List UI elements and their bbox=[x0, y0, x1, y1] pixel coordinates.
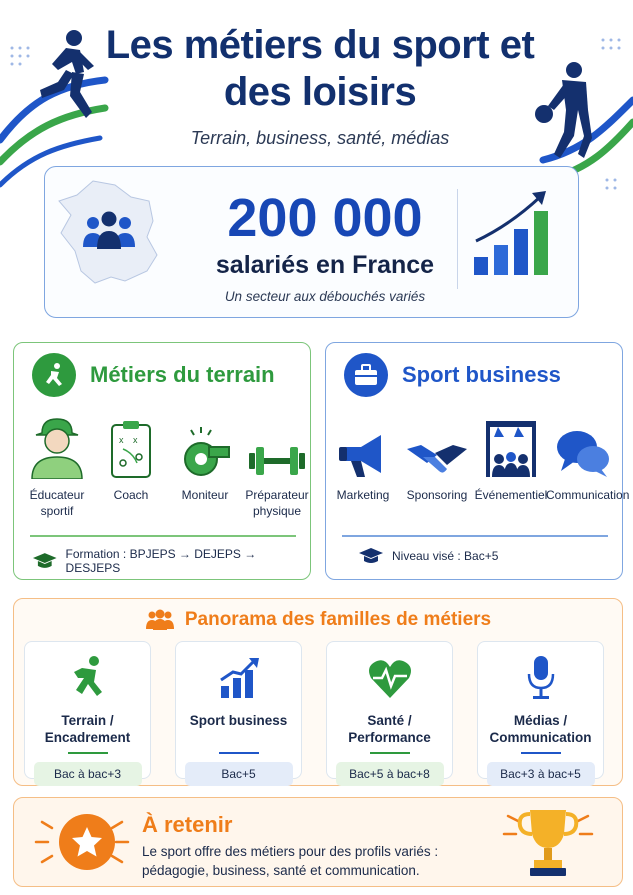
terrain-item-coach bbox=[94, 413, 168, 503]
business-title: Sport business bbox=[402, 362, 561, 387]
retenir-text: Le sport offre des métiers pour des profils variés : pédagogie, business, santé et communication. bbox=[142, 844, 439, 878]
panorama-header bbox=[14, 609, 622, 631]
svg-text:x: x bbox=[133, 435, 138, 445]
business-item-label: Marketing bbox=[336, 488, 390, 502]
business-item-sponsoring bbox=[400, 413, 474, 503]
family-level-chip: Bac+5 bbox=[185, 762, 293, 786]
megaphone-icon bbox=[337, 431, 389, 479]
stat-divider bbox=[457, 189, 458, 289]
terrain-footer-text: Formation : BPJEPS → DEJEPS → DESJEPS bbox=[65, 547, 257, 575]
family-card-terrain bbox=[24, 641, 151, 779]
family-level-chip: Bac+5 à bac+8 bbox=[336, 762, 444, 786]
runner-icon bbox=[68, 656, 108, 700]
page-subtitle: Terrain, business, santé, médias bbox=[190, 128, 450, 148]
stat-number: 200 000 bbox=[227, 188, 423, 248]
business-item-label: Sponsoring bbox=[406, 488, 468, 502]
heart-pulse-icon bbox=[367, 658, 413, 700]
runner-silhouette-icon bbox=[28, 28, 98, 133]
family-card-sante bbox=[326, 641, 453, 779]
svg-text:x: x bbox=[119, 435, 124, 445]
business-footer-text: Niveau visé : Bac+5 bbox=[392, 549, 499, 563]
coach-person-icon bbox=[28, 413, 86, 479]
france-map-icon bbox=[53, 175, 165, 290]
business-item-marketing bbox=[326, 413, 400, 503]
family-level-chip: Bac à bac+3 bbox=[34, 762, 142, 786]
growth-chart-icon bbox=[217, 656, 261, 700]
clipboard-tactics-icon bbox=[109, 419, 153, 479]
graduation-cap-icon bbox=[358, 547, 384, 565]
family-underline bbox=[68, 752, 108, 754]
terrain-item-label: Coach bbox=[113, 488, 149, 502]
family-level-chip: Bac+3 à bac+5 bbox=[487, 762, 595, 786]
terrain-card bbox=[13, 342, 311, 580]
family-card-medias bbox=[477, 641, 604, 779]
panorama-title: Panorama des familles de métiers bbox=[184, 609, 492, 630]
terrain-item-label: Éducateur sportif bbox=[29, 488, 85, 518]
family-label: Sport business bbox=[189, 713, 288, 728]
terrain-item-label: Préparateur physique bbox=[245, 488, 309, 518]
family-underline bbox=[370, 752, 410, 754]
handshake-icon bbox=[405, 439, 469, 479]
family-card-business bbox=[175, 641, 302, 779]
business-card bbox=[325, 342, 630, 580]
stat-label: salariés en France bbox=[215, 251, 435, 279]
stage-event-icon bbox=[484, 419, 538, 479]
family-label: Santé / Performance bbox=[348, 713, 431, 745]
stat-card bbox=[44, 166, 579, 318]
page-title: Les métiers du sport et des loisirs bbox=[105, 23, 535, 114]
business-item-evenementiel bbox=[474, 413, 548, 503]
family-label: Terrain / Encadrement bbox=[44, 713, 131, 745]
whistle-icon bbox=[179, 425, 231, 479]
terrain-item-preparateur bbox=[240, 413, 314, 519]
business-footer bbox=[358, 547, 498, 565]
growth-bar-chart-icon bbox=[470, 185, 565, 285]
terrain-divider bbox=[30, 535, 296, 537]
business-divider bbox=[342, 535, 608, 537]
retenir-section bbox=[13, 797, 623, 887]
terrain-item-moniteur bbox=[168, 413, 242, 503]
star-badge-icon bbox=[59, 814, 115, 870]
microphone-icon bbox=[526, 654, 556, 700]
trophy-icon bbox=[498, 804, 598, 880]
runner-badge-icon bbox=[32, 353, 76, 397]
dumbbell-icon bbox=[247, 443, 307, 479]
speech-bubbles-icon bbox=[555, 427, 611, 479]
panorama-section bbox=[13, 598, 623, 786]
terrain-title: Métiers du terrain bbox=[90, 362, 275, 387]
team-group-icon bbox=[145, 609, 175, 631]
terrain-item-educateur bbox=[20, 413, 94, 519]
family-underline bbox=[219, 752, 259, 754]
briefcase-badge-icon bbox=[344, 353, 388, 397]
family-label: Médias / Communication bbox=[489, 713, 592, 745]
terrain-footer bbox=[32, 547, 310, 575]
family-underline bbox=[521, 752, 561, 754]
terrain-item-label: Moniteur bbox=[181, 488, 229, 502]
business-item-communication bbox=[546, 413, 630, 503]
basketball-player-icon bbox=[530, 58, 600, 163]
business-item-label: Communication bbox=[546, 488, 630, 502]
business-item-label: Événementiel bbox=[474, 488, 548, 502]
retenir-title: À retenir bbox=[142, 812, 233, 837]
stat-subtitle: Un secteur aux débouchés variés bbox=[224, 289, 426, 304]
graduation-cap-icon bbox=[32, 552, 58, 570]
